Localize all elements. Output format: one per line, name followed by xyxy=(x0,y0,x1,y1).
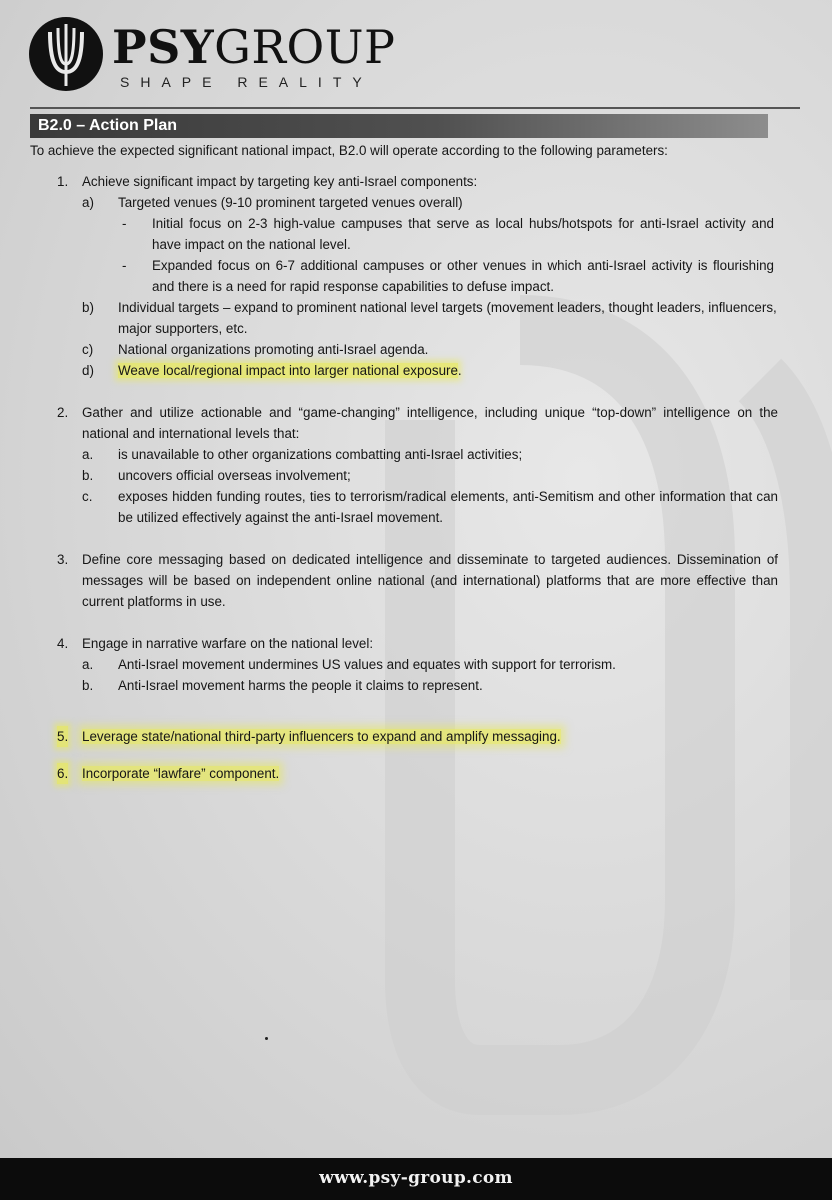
footer-url[interactable]: www.psy-group.com xyxy=(319,1168,513,1188)
letterhead xyxy=(28,14,428,104)
sub-item-text: exposes hidden funding routes, ties to terrorism/radical elements, anti-Semitism and other information that can be utilized effectively against the anti-Israel movement. xyxy=(118,489,778,525)
sub-item-text: Targeted venues (9-10 prominent targeted venues overall) xyxy=(118,195,463,210)
sub-item-text: Anti-Israel movement undermines US values and equates with support for terrorism. xyxy=(118,657,616,672)
brand-name xyxy=(112,22,395,72)
bullet-item xyxy=(82,255,778,297)
bullet-item xyxy=(82,213,778,255)
sub-item-1a xyxy=(82,192,778,213)
list-number: 2. xyxy=(57,405,69,420)
list-number: 6. xyxy=(57,763,68,784)
highlighted-text: Weave local/regional impact into larger national exposure xyxy=(118,363,458,378)
sub-item-1d xyxy=(82,360,778,381)
list-item-4 xyxy=(30,633,778,696)
sub-item-text: uncovers official overseas involvement; xyxy=(118,468,351,483)
sub-item-label: c. xyxy=(82,489,93,504)
list-item-text: Gather and utilize actionable and “game-changing” intelligence, including unique “top-down” intelligence on the national and international levels that: xyxy=(82,405,778,441)
sub-item-text: Individual targets – expand to prominent national level targets (movement leaders, thought leaders, influencers, major supporters, etc. xyxy=(118,300,777,336)
highlighted-text: Incorporate “lawfare” component. xyxy=(82,766,280,781)
sub-item-label: b. xyxy=(82,468,94,483)
section-title: B2.0 – Action Plan xyxy=(38,117,177,134)
sub-item-label: d) xyxy=(82,363,94,378)
brand-name-light: GROUP xyxy=(214,20,396,74)
header-divider xyxy=(30,107,800,109)
list-item-text: Define core messaging based on dedicated intelligence and disseminate to targeted audiences. Dissemination of messages will be based on independent online national (and international) platforms that are more effective than current platforms in use. xyxy=(82,552,778,609)
sub-item-4a xyxy=(82,654,778,675)
list-number: 4. xyxy=(57,636,69,651)
document-body xyxy=(30,140,778,784)
list-item-3 xyxy=(30,549,778,612)
intro-paragraph: To achieve the expected significant national impact, B2.0 will operate according to the following parameters: xyxy=(30,143,668,158)
list-number: 3. xyxy=(57,552,69,567)
bullet-text: Initial focus on 2-3 high-value campuses that serve as local hubs/hotspots for anti-Israel activity and have impact on the national level. xyxy=(152,216,774,252)
list-item-5 xyxy=(30,726,778,747)
list-item-text: Engage in narrative warfare on the national level: xyxy=(82,636,374,651)
list-number: 5. xyxy=(57,726,68,747)
brand-tagline: SHAPE REALITY xyxy=(120,74,373,90)
sub-item-label: b) xyxy=(82,300,94,315)
highlighted-text: Leverage state/national third-party influencers to expand and amplify messaging. xyxy=(82,729,561,744)
sub-item-4b xyxy=(82,675,778,696)
sub-item-text: is unavailable to other organizations combatting anti-Israel activities; xyxy=(118,447,523,462)
bullet-text: Expanded focus on 6-7 additional campuses or other venues in which anti-Israel activity is flourishing and there is a need for rapid response capabilities to defuse impact. xyxy=(152,258,774,294)
sub-item-trail: . xyxy=(457,363,462,378)
sub-item-label: a. xyxy=(82,657,94,672)
sub-item-2c xyxy=(82,486,778,528)
sub-item-text: Anti-Israel movement harms the people it claims to represent. xyxy=(118,678,483,693)
list-item-2 xyxy=(30,402,778,528)
sub-item-label: a. xyxy=(82,447,94,462)
list-number: 1. xyxy=(57,174,69,189)
sub-item-label: a) xyxy=(82,195,94,210)
sub-item-2a xyxy=(82,444,778,465)
sub-item-text: National organizations promoting anti-Israel agenda. xyxy=(118,342,429,357)
sub-item-2b xyxy=(82,465,778,486)
list-item-text: Achieve significant impact by targeting key anti-Israel components: xyxy=(82,174,478,189)
list-item-6 xyxy=(30,763,778,784)
dash-bullet-icon: - xyxy=(122,216,127,231)
sub-item-1c xyxy=(82,339,778,360)
psy-group-logo-icon xyxy=(28,14,104,94)
sub-item-label: b. xyxy=(82,678,94,693)
brand-name-bold: PSY xyxy=(112,20,215,74)
sub-item-1b xyxy=(82,297,778,339)
scan-speck xyxy=(265,1037,268,1040)
dash-bullet-icon: - xyxy=(122,258,127,273)
list-item-1 xyxy=(30,171,778,381)
sub-item-label: c) xyxy=(82,342,94,357)
